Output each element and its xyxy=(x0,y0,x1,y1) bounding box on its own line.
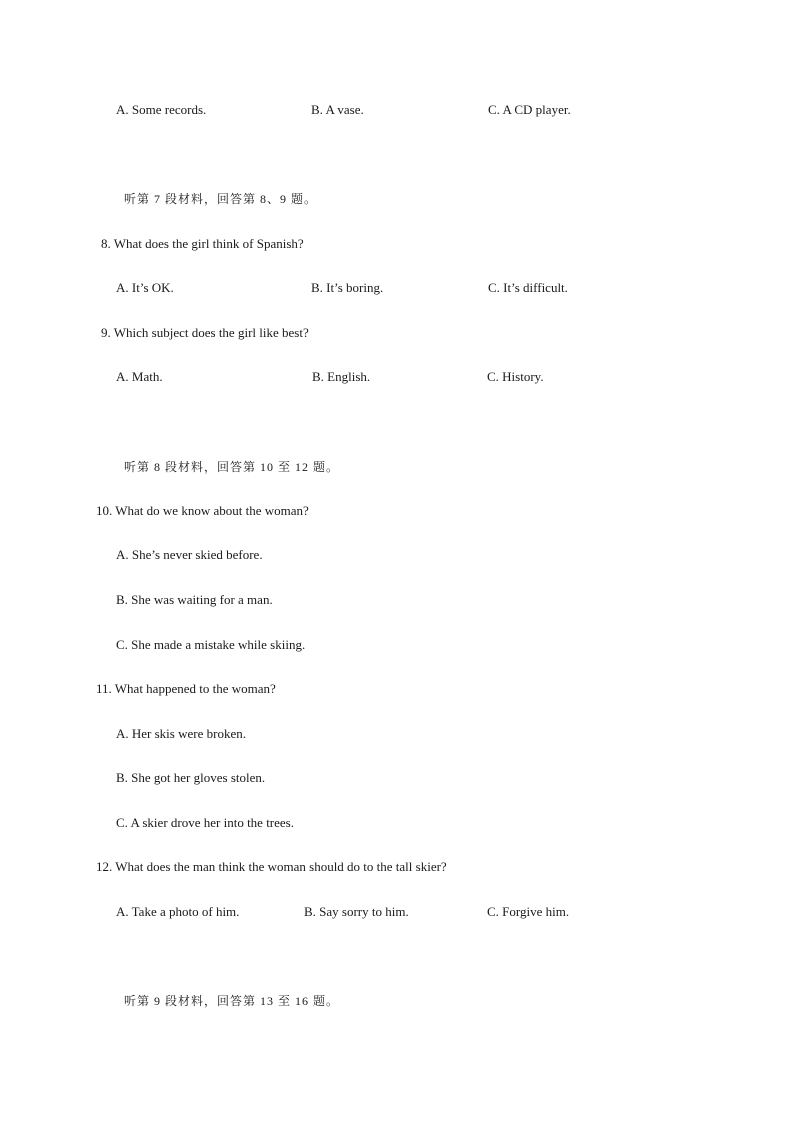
q9-option-a: A. Math. xyxy=(116,369,163,384)
prev-option-a: A. Some records. xyxy=(116,102,207,117)
question-10: 10. What do we know about the woman? xyxy=(96,503,309,518)
q11-option-b: B. She got her gloves stolen. xyxy=(116,770,266,785)
q8-option-a: A. It’s OK. xyxy=(116,280,174,295)
question-8: 8. What does the girl think of Spanish? xyxy=(101,236,304,251)
q8-option-c: C. It’s difficult. xyxy=(488,280,568,295)
q9-option-c: C. History. xyxy=(487,369,544,384)
q10-option-a: A. She’s never skied before. xyxy=(116,547,263,562)
q10-option-c: C. She made a mistake while skiing. xyxy=(116,637,306,652)
q11-option-a: A. Her skis were broken. xyxy=(116,726,246,741)
q10-option-b: B. She was waiting for a man. xyxy=(116,592,273,607)
question-11: 11. What happened to the woman? xyxy=(96,681,276,696)
question-9: 9. Which subject does the girl like best? xyxy=(101,325,309,340)
q12-option-c: C. Forgive him. xyxy=(487,904,570,919)
q11-option-c: C. A skier drove her into the trees. xyxy=(116,815,294,830)
q12-option-b: B. Say sorry to him. xyxy=(304,904,409,919)
question-12: 12. What does the man think the woman should do to the tall skier? xyxy=(96,859,447,874)
section-7-instruction: 听第 7 段材料，回答第 8、9 题。 xyxy=(124,192,318,206)
prev-option-b: B. A vase. xyxy=(311,102,364,117)
prev-option-c: C. A CD player. xyxy=(488,102,571,117)
section-9-instruction: 听第 9 段材料，回答第 13 至 16 题。 xyxy=(124,994,340,1008)
q12-option-a: A. Take a photo of him. xyxy=(116,904,240,919)
q9-option-b: B. English. xyxy=(312,369,371,384)
q8-option-b: B. It’s boring. xyxy=(311,280,384,295)
section-8-instruction: 听第 8 段材料，回答第 10 至 12 题。 xyxy=(124,460,340,474)
